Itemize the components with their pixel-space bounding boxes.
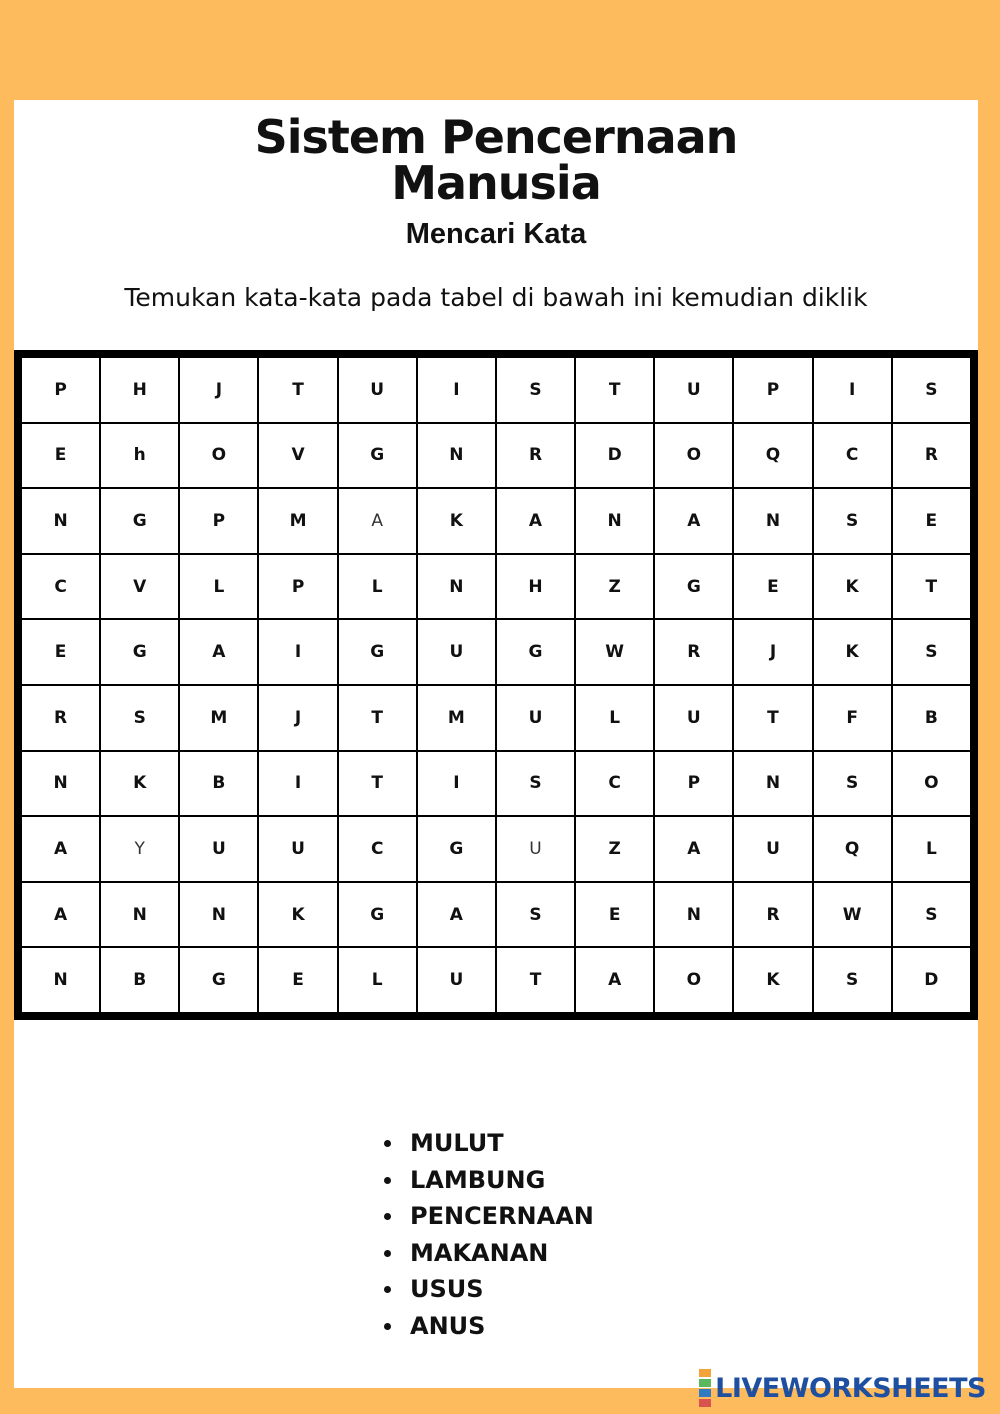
grid-cell[interactable]: G <box>654 554 733 620</box>
grid-cell[interactable]: I <box>813 357 892 423</box>
grid-cell[interactable]: T <box>733 685 812 751</box>
grid-cell[interactable]: T <box>338 751 417 817</box>
grid-cell[interactable]: G <box>417 816 496 882</box>
grid-cell[interactable]: S <box>892 882 971 948</box>
grid-cell[interactable]: J <box>258 685 337 751</box>
grid-cell[interactable]: Q <box>813 816 892 882</box>
grid-cell[interactable]: T <box>892 554 971 620</box>
grid-row <box>21 882 971 948</box>
grid-cell[interactable]: I <box>417 357 496 423</box>
grid-cell[interactable]: K <box>733 947 812 1013</box>
page-subtitle: Mencari Kata <box>405 218 587 250</box>
grid-cell[interactable]: U <box>496 685 575 751</box>
grid-cell[interactable]: U <box>654 357 733 423</box>
grid-cell[interactable]: K <box>258 882 337 948</box>
grid-cell[interactable]: G <box>338 619 417 685</box>
grid-cell[interactable]: U <box>417 619 496 685</box>
grid-cell[interactable]: S <box>496 357 575 423</box>
grid-row <box>21 488 971 554</box>
grid-row <box>21 357 971 423</box>
grid-cell[interactable]: M <box>179 685 258 751</box>
grid-cell[interactable]: A <box>654 816 733 882</box>
grid-cell[interactable]: F <box>813 685 892 751</box>
grid-row <box>21 751 971 817</box>
grid-cell[interactable]: O <box>654 947 733 1013</box>
grid-cell[interactable]: T <box>575 357 654 423</box>
grid-cell[interactable]: L <box>338 554 417 620</box>
grid-cell[interactable]: Q <box>733 423 812 489</box>
grid-cell[interactable]: E <box>892 488 971 554</box>
word-list-item: ANUS <box>384 1308 594 1345</box>
grid-cell[interactable]: C <box>21 554 100 620</box>
grid-cell[interactable]: U <box>654 685 733 751</box>
grid-cell[interactable]: N <box>179 882 258 948</box>
grid-cell[interactable]: U <box>258 816 337 882</box>
grid-cell[interactable]: T <box>258 357 337 423</box>
grid-cell[interactable]: B <box>100 947 179 1013</box>
brand-name: LIVEWORKSHEETS <box>715 1372 986 1404</box>
grid-row <box>21 619 971 685</box>
grid-cell[interactable]: H <box>100 357 179 423</box>
grid-cell[interactable]: S <box>496 882 575 948</box>
grid-cell[interactable]: A <box>496 488 575 554</box>
grid-cell[interactable]: C <box>575 751 654 817</box>
grid-cell[interactable]: J <box>733 619 812 685</box>
grid-cell[interactable]: H <box>496 554 575 620</box>
letter-table <box>20 356 972 1014</box>
grid-cell[interactable]: N <box>417 554 496 620</box>
grid-cell[interactable]: G <box>338 882 417 948</box>
grid-cell[interactable]: U <box>417 947 496 1013</box>
grid-cell[interactable]: I <box>258 619 337 685</box>
grid-cell[interactable]: V <box>258 423 337 489</box>
word-list-item: USUS <box>384 1271 594 1308</box>
grid-row <box>21 423 971 489</box>
grid-cell[interactable]: D <box>575 423 654 489</box>
grid-cell[interactable]: W <box>575 619 654 685</box>
grid-cell[interactable]: S <box>813 947 892 1013</box>
grid-cell[interactable]: P <box>21 357 100 423</box>
grid-cell[interactable]: E <box>21 619 100 685</box>
grid-row <box>21 947 971 1013</box>
grid-cell[interactable]: N <box>21 947 100 1013</box>
grid-cell[interactable]: P <box>179 488 258 554</box>
grid-cell[interactable]: K <box>813 554 892 620</box>
grid-cell[interactable]: J <box>179 357 258 423</box>
grid-cell[interactable]: R <box>733 882 812 948</box>
grid-cell[interactable]: I <box>417 751 496 817</box>
grid-cell[interactable]: B <box>892 685 971 751</box>
grid-cell[interactable]: V <box>100 554 179 620</box>
grid-cell[interactable]: N <box>654 882 733 948</box>
grid-cell[interactable]: O <box>892 751 971 817</box>
grid-cell[interactable]: G <box>496 619 575 685</box>
instruction-text: Temukan kata-kata pada tabel di bawah ini kemudian diklik <box>124 283 868 312</box>
grid-cell[interactable]: N <box>575 488 654 554</box>
grid-cell[interactable]: h <box>100 423 179 489</box>
grid-cell[interactable]: E <box>258 947 337 1013</box>
grid-cell[interactable]: N <box>21 751 100 817</box>
grid-cell[interactable]: L <box>892 816 971 882</box>
grid-cell[interactable]: U <box>179 816 258 882</box>
brand-watermark <box>699 1368 986 1408</box>
grid-cell[interactable]: W <box>813 882 892 948</box>
title-line-2: Manusia <box>391 156 601 210</box>
grid-cell[interactable]: R <box>892 423 971 489</box>
grid-cell[interactable]: E <box>21 423 100 489</box>
grid-cell[interactable]: S <box>892 619 971 685</box>
word-list-item: PENCERNAAN <box>384 1198 594 1235</box>
grid-cell[interactable]: N <box>417 423 496 489</box>
grid-cell[interactable]: A <box>21 816 100 882</box>
word-list-item: MULUT <box>384 1125 594 1162</box>
grid-cell[interactable]: Y <box>100 816 179 882</box>
grid-cell[interactable]: Z <box>575 816 654 882</box>
grid-cell[interactable]: A <box>417 882 496 948</box>
grid-cell[interactable]: S <box>813 751 892 817</box>
grid-cell[interactable]: K <box>417 488 496 554</box>
grid-cell[interactable]: L <box>179 554 258 620</box>
grid-cell[interactable]: R <box>654 619 733 685</box>
grid-cell[interactable]: S <box>892 357 971 423</box>
word-list-item: LAMBUNG <box>384 1162 594 1199</box>
grid-cell[interactable]: A <box>575 947 654 1013</box>
grid-cell[interactable]: A <box>179 619 258 685</box>
grid-cell[interactable]: E <box>575 882 654 948</box>
grid-cell[interactable]: G <box>100 619 179 685</box>
grid-cell[interactable]: R <box>21 685 100 751</box>
grid-cell[interactable]: A <box>654 488 733 554</box>
word-list-item: MAKANAN <box>384 1235 594 1272</box>
grid-cell[interactable]: N <box>21 488 100 554</box>
liveworksheets-logo-icon <box>699 1368 711 1408</box>
grid-cell[interactable]: K <box>100 751 179 817</box>
grid-cell[interactable]: A <box>21 882 100 948</box>
title-line-1: Sistem Pencernaan <box>254 110 738 164</box>
grid-cell[interactable]: C <box>813 423 892 489</box>
grid-cell[interactable]: U <box>496 816 575 882</box>
grid-cell[interactable]: O <box>654 423 733 489</box>
grid-cell[interactable]: U <box>338 357 417 423</box>
grid-cell[interactable]: E <box>733 554 812 620</box>
grid-cell[interactable]: S <box>100 685 179 751</box>
grid-cell[interactable]: G <box>100 488 179 554</box>
grid-cell[interactable]: S <box>496 751 575 817</box>
grid-cell[interactable]: P <box>654 751 733 817</box>
grid-cell[interactable]: N <box>733 751 812 817</box>
grid-cell[interactable]: O <box>179 423 258 489</box>
grid-cell[interactable]: C <box>338 816 417 882</box>
grid-cell[interactable]: P <box>733 357 812 423</box>
grid-row <box>21 685 971 751</box>
grid-cell[interactable]: B <box>179 751 258 817</box>
page-title <box>14 110 978 210</box>
grid-cell[interactable]: Z <box>575 554 654 620</box>
grid-cell[interactable]: R <box>496 423 575 489</box>
grid-cell[interactable]: G <box>179 947 258 1013</box>
grid-cell[interactable]: M <box>258 488 337 554</box>
worksheet <box>14 100 978 1388</box>
grid-cell[interactable]: U <box>733 816 812 882</box>
grid-row <box>21 554 971 620</box>
grid-row <box>21 816 971 882</box>
word-search-grid <box>14 350 978 1020</box>
grid-cell[interactable]: I <box>258 751 337 817</box>
grid-cell[interactable]: S <box>813 488 892 554</box>
word-list <box>384 1125 594 1344</box>
grid-cell[interactable]: G <box>338 423 417 489</box>
grid-cell[interactable]: T <box>496 947 575 1013</box>
grid-cell[interactable]: L <box>338 947 417 1013</box>
grid-cell[interactable]: L <box>575 685 654 751</box>
grid-cell[interactable]: N <box>100 882 179 948</box>
grid-cell[interactable]: N <box>733 488 812 554</box>
grid-cell[interactable]: A <box>338 488 417 554</box>
grid-cell[interactable]: P <box>258 554 337 620</box>
grid-cell[interactable]: K <box>813 619 892 685</box>
grid-cell[interactable]: T <box>338 685 417 751</box>
grid-cell[interactable]: M <box>417 685 496 751</box>
grid-cell[interactable]: D <box>892 947 971 1013</box>
